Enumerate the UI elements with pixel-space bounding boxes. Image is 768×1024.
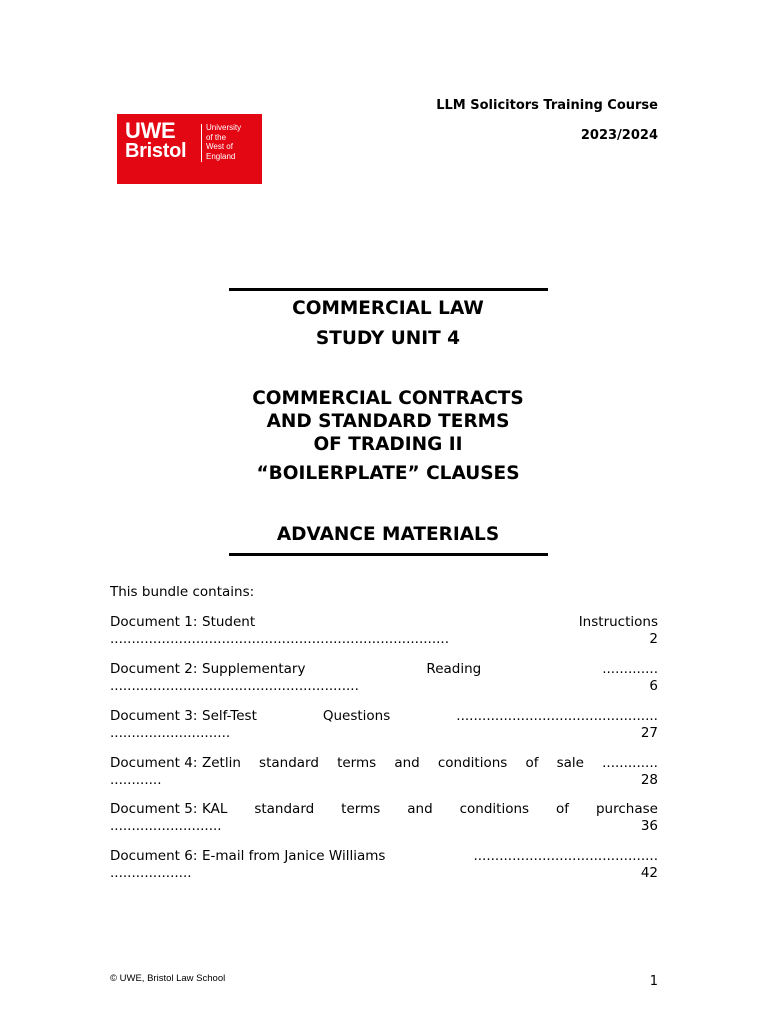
top-rule [229, 288, 548, 291]
toc-entry [110, 708, 658, 741]
toc-leader-dots: ............................................... [456, 708, 658, 724]
academic-year: 2023/2024 [580, 128, 658, 143]
bundle-intro: This bundle contains: [110, 584, 255, 600]
logo-divider [201, 124, 202, 162]
toc-entry [110, 661, 658, 694]
toc-page-number: 42 [640, 864, 658, 881]
toc-leader-dots: ............................ [110, 724, 231, 741]
page-number: 1 [649, 974, 658, 989]
toc-page-number: 6 [649, 677, 658, 694]
toc-leader-dots: ........................................... [473, 848, 658, 864]
toc-title-word: E-mail from Janice Williams [202, 848, 386, 864]
toc-doc-number: Document 6: [110, 848, 198, 864]
toc-title-word: conditions [459, 801, 530, 817]
toc-title-word: Questions [322, 708, 391, 724]
title-line: AND STANDARD TERMS [266, 411, 510, 432]
copyright: © UWE, Bristol Law School [110, 973, 226, 984]
toc-page-number: 2 [649, 630, 658, 647]
title-line: COMMERCIAL CONTRACTS [252, 388, 524, 409]
toc-title-word: Instructions [578, 614, 658, 630]
toc-title-word: Self-Test [202, 708, 257, 724]
toc-title-word: and [394, 755, 420, 771]
logo-uni-line: of the [206, 132, 227, 142]
logo-uni-line: England [206, 151, 236, 161]
toc-title-word: standard [259, 755, 319, 771]
toc-doc-number: Document 1: [110, 614, 198, 630]
toc-title-word: sale [556, 755, 584, 771]
toc-doc-number: Document 5: [110, 801, 198, 817]
title-line: OF TRADING II [313, 434, 463, 455]
toc-entry [110, 755, 658, 788]
logo-uni-line: University [206, 123, 242, 132]
toc-doc-number: Document 2: [110, 661, 198, 677]
toc-entry [110, 848, 658, 881]
toc-title-word: Zetlin [202, 755, 241, 771]
toc-doc-number: Document 4: [110, 755, 198, 771]
bottom-rule [229, 553, 548, 556]
toc-title-word: KAL [202, 801, 228, 817]
title-line: COMMERCIAL LAW [292, 298, 484, 319]
logo-university-text [206, 123, 241, 161]
toc-title-word: terms [337, 755, 377, 771]
toc-title-word: purchase [595, 801, 658, 817]
toc-entry [110, 801, 658, 834]
toc-doc-number: Document 3: [110, 708, 198, 724]
toc-page-number: 27 [640, 724, 658, 741]
title-line: “BOILERPLATE” CLAUSES [256, 463, 520, 484]
toc-title-word: Supplementary [202, 661, 306, 677]
toc-leader-dots: ................... [110, 864, 192, 881]
toc-title-word: Student [202, 614, 256, 630]
subtitle: ADVANCE MATERIALS [276, 524, 500, 545]
logo-bristol-text: Bristol [125, 140, 187, 162]
toc-leader-dots: ............. [602, 661, 658, 677]
toc-leader-dots: ............................................................................... [110, 630, 450, 647]
title-line: STUDY UNIT 4 [315, 328, 461, 349]
toc-leader-dots: ............ [110, 771, 162, 788]
toc-title-word: conditions [437, 755, 508, 771]
toc-title-word: Reading [426, 661, 482, 677]
toc-title-word: terms [341, 801, 381, 817]
toc-page-number: 28 [640, 771, 658, 788]
toc-title-word: and [407, 801, 433, 817]
logo-uni-line: West of [206, 142, 233, 151]
toc-leader-dots: ............. [602, 755, 658, 771]
toc-title-word: of [556, 801, 570, 817]
logo-uwe-text: UWE [125, 118, 176, 143]
uwe-bristol-logo [117, 114, 262, 184]
toc-title-word: standard [254, 801, 315, 817]
toc-page-number: 36 [640, 817, 658, 834]
toc-leader-dots: .......................... [110, 817, 222, 834]
toc-leader-dots: .......................................................... [110, 677, 359, 694]
toc-title-word: of [525, 755, 539, 771]
course-name: LLM Solicitors Training Course [436, 98, 658, 113]
toc-entry [110, 614, 658, 647]
